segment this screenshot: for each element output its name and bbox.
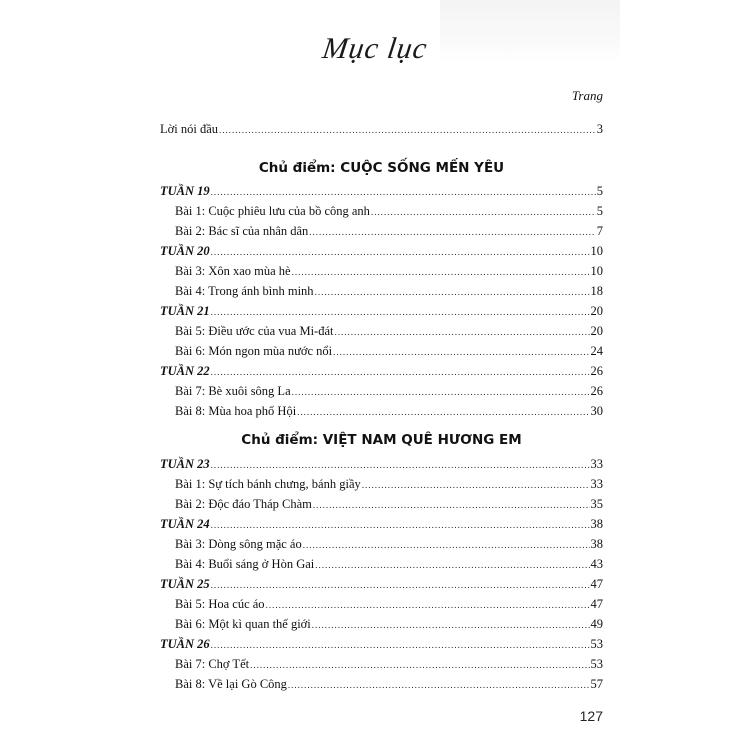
dot-leader: [211, 576, 590, 594]
entry-page: 53: [590, 637, 603, 651]
toc-entry-lesson[interactable]: [175, 342, 603, 360]
entry-page: 5: [596, 204, 603, 218]
entry-label: Bài 3: Dòng sông mặc áo: [175, 537, 302, 551]
entry-label: Bài 1: Cuộc phiêu lưu của bồ công anh: [175, 204, 370, 218]
entry-page: 43: [590, 557, 603, 571]
dot-leader: [211, 363, 590, 381]
page-title: Mục lục: [320, 32, 430, 65]
entry-label: TUẦN 21: [160, 304, 210, 318]
toc-entry-lesson[interactable]: [175, 262, 603, 280]
entry-page: 38: [590, 537, 603, 551]
entry-page: 7: [596, 224, 603, 238]
dot-leader: [303, 536, 590, 554]
entry-page: 33: [590, 457, 603, 471]
toc-entry-lesson[interactable]: [175, 475, 603, 493]
toc-entry-preface[interactable]: [160, 120, 603, 138]
entry-label: Bài 1: Sự tích bánh chưng, bánh giầy: [175, 477, 361, 491]
dot-leader: [211, 456, 590, 474]
entry-page: 18: [590, 284, 603, 298]
dot-leader: [334, 323, 589, 341]
entry-label: Bài 7: Bè xuôi sông La: [175, 384, 291, 398]
dot-leader: [292, 383, 590, 401]
entry-page: 30: [590, 404, 603, 418]
toc-entry-week[interactable]: [160, 515, 603, 533]
page-column-label: Trang: [571, 88, 603, 103]
dot-leader: [315, 283, 590, 301]
toc-entry-week[interactable]: [160, 575, 603, 593]
toc-entry-lesson[interactable]: [175, 222, 603, 240]
entry-label: Bài 4: Trong ánh bình minh: [175, 284, 314, 298]
entry-page: 5: [596, 184, 603, 198]
entry-label: TUẦN 26: [160, 637, 210, 651]
entry-label: Bài 8: Mùa hoa phố Hội: [175, 404, 297, 418]
toc-entry-lesson[interactable]: [175, 655, 603, 673]
entry-label: Bài 6: Món ngon mùa nước nổi: [175, 344, 333, 358]
entry-page: 20: [590, 304, 603, 318]
dot-leader: [211, 243, 590, 261]
entry-page: 57: [590, 677, 603, 691]
toc-entry-lesson[interactable]: [175, 675, 603, 693]
toc-entry-week[interactable]: [160, 635, 603, 653]
entry-page: 26: [590, 364, 603, 378]
entry-label: TUẦN 19: [160, 184, 210, 198]
entry-label: Lời nói đầu: [160, 122, 218, 136]
toc-entry-lesson[interactable]: [175, 595, 603, 613]
toc-entry-week[interactable]: [160, 302, 603, 320]
dot-leader: [211, 303, 590, 321]
entry-label: Bài 4: Buổi sáng ở Hòn Gai: [175, 557, 315, 571]
entry-page: 24: [590, 344, 603, 358]
toc-entry-lesson[interactable]: [175, 535, 603, 553]
entry-page: 47: [590, 577, 603, 591]
dot-leader: [211, 636, 590, 654]
toc-entry-week[interactable]: [160, 455, 603, 473]
toc-entry-lesson[interactable]: [175, 382, 603, 400]
entry-page: 33: [590, 477, 603, 491]
section-heading: Chủ điểm: VIỆT NAM QUÊ HƯƠNG EM: [241, 432, 522, 448]
toc-entry-week[interactable]: [160, 182, 603, 200]
dot-leader: [211, 516, 590, 534]
entry-label: TUẦN 22: [160, 364, 210, 378]
entry-page: 10: [590, 264, 603, 278]
dot-leader: [371, 203, 596, 221]
toc-entry-lesson[interactable]: [175, 615, 603, 633]
dot-leader: [309, 223, 595, 241]
entry-page: 53: [590, 657, 603, 671]
dot-leader: [266, 596, 590, 614]
entry-page: 10: [590, 244, 603, 258]
dot-leader: [297, 403, 589, 421]
toc-entry-lesson[interactable]: [175, 402, 603, 420]
section-heading: Chủ điểm: CUỘC SỐNG MẾN YÊU: [258, 160, 505, 176]
entry-page: 3: [596, 122, 603, 136]
dot-leader: [288, 676, 590, 694]
entry-label: TUẦN 23: [160, 457, 210, 471]
dot-leader: [292, 263, 590, 281]
toc-entry-week[interactable]: [160, 362, 603, 380]
dot-leader: [219, 121, 596, 139]
entry-label: Bài 6: Một kì quan thế giới: [175, 617, 311, 631]
entry-label: TUẦN 20: [160, 244, 210, 258]
dot-leader: [312, 616, 590, 634]
entry-label: Bài 3: Xôn xao mùa hè: [175, 264, 291, 278]
toc-entry-lesson[interactable]: [175, 282, 603, 300]
entry-label: TUẦN 24: [160, 517, 210, 531]
page-number: 127: [579, 708, 603, 724]
entry-page: 20: [590, 324, 603, 338]
entry-label: Bài 5: Hoa cúc áo: [175, 597, 265, 611]
entry-label: Bài 2: Bác sĩ của nhân dân: [175, 224, 309, 238]
entry-label: Bài 2: Độc đáo Tháp Chàm: [175, 497, 312, 511]
entry-page: 35: [590, 497, 603, 511]
dot-leader: [333, 343, 589, 361]
entry-page: 49: [590, 617, 603, 631]
entry-page: 47: [590, 597, 603, 611]
entry-label: Bài 7: Chợ Tết: [175, 657, 250, 671]
entry-label: Bài 5: Điều ước của vua Mi-đát: [175, 324, 334, 338]
toc-entry-lesson[interactable]: [175, 495, 603, 513]
dot-leader: [313, 496, 590, 514]
entry-page: 26: [590, 384, 603, 398]
entry-label: TUẦN 25: [160, 577, 210, 591]
toc-entry-lesson[interactable]: [175, 555, 603, 573]
entry-page: 38: [590, 517, 603, 531]
toc-entry-lesson[interactable]: [175, 322, 603, 340]
toc-entry-week[interactable]: [160, 242, 603, 260]
dot-leader: [250, 656, 589, 674]
dot-leader: [211, 183, 596, 201]
toc-entry-lesson[interactable]: [175, 202, 603, 220]
dot-leader: [362, 476, 590, 494]
dot-leader: [315, 556, 589, 574]
entry-label: Bài 8: Về lại Gò Công: [175, 677, 287, 691]
